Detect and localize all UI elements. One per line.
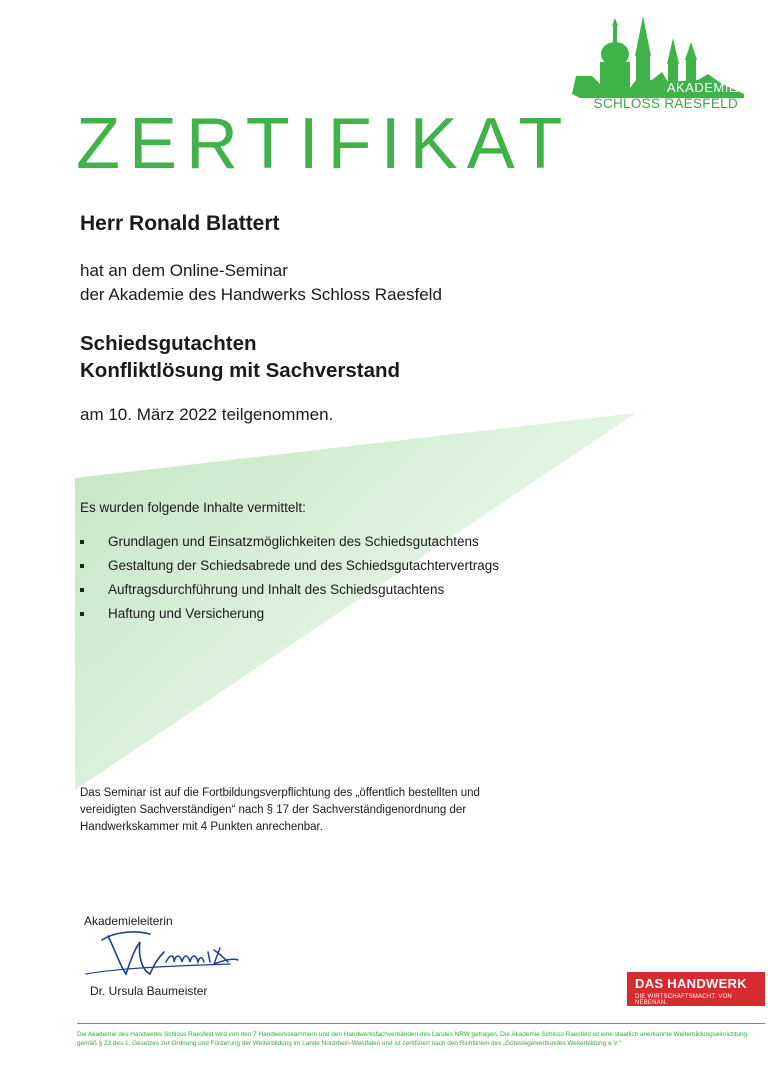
logo-text-akademie: AKADEMIE [666, 80, 738, 95]
intro-line-2: der Akademie des Handwerks Schloss Raesfeld [80, 285, 442, 304]
badge-main-text: DAS HANDWERK [635, 976, 747, 991]
certificate-title: ZERTIFIKAT [76, 104, 572, 184]
topic-item: Haftung und Versicherung [80, 605, 499, 629]
topic-item: Auftragsdurchführung und Inhalt des Schiedsgutachtens [80, 581, 499, 605]
topic-item: Gestaltung der Schiedsabrede und des Schiedsgutachtervertrags [80, 557, 499, 581]
topic-list [80, 533, 499, 629]
akademie-logo [572, 14, 744, 114]
content-heading: Es wurden folgende Inhalte vermittelt: [80, 500, 306, 515]
course-title-line-1: Schiedsgutachten [80, 332, 257, 355]
intro-text [80, 259, 442, 307]
signatory-role: Akademieleiterin [84, 914, 173, 928]
handwritten-signature [80, 922, 260, 982]
course-title [80, 330, 400, 384]
footer-text: Die Akademie des Handwerks Schloss Raesfeld wird von den 7 Handwerkskammern und den Handwerksfachverbänden des Landes NRW getragen. Die Akademie Schloss Raesfeld ist eine staatlich anerkannte Weiterbildungseinrichtung gemäß § 23 des 1. Gesetzes zur Ordnung und Förderung der Weiterbildung im Lande Nordrhein-Westfalen und ist zertifiziert nach den Richtlinien des „Gütesiegelverbundes Weiterbildung e.V.“ [77, 1031, 748, 1047]
logo-text-schloss-raesfeld: SCHLOSS RAESFELD [593, 96, 738, 111]
accreditation-note: Das Seminar ist auf die Fortbildungsverpflichtung des „öffentlich bestellten und vereidigten Sachverständigen“ nach § 17 der Sachverständigenordnung der Handwerkskammer mit 4 Punkten anrechenbar. [80, 787, 480, 833]
topic-item: Grundlagen und Einsatzmöglichkeiten des Schiedsgutachtens [80, 533, 499, 557]
badge-sub-text: DIE WIRTSCHAFTSMACHT. VON NEBENAN. [635, 994, 732, 1006]
participation-date: am 10. März 2022 teilgenommen. [80, 405, 334, 424]
recipient-name: Herr Ronald Blattert [80, 212, 280, 235]
footer-divider [77, 1023, 765, 1024]
intro-line-1: hat an dem Online-Seminar [80, 261, 288, 280]
das-handwerk-badge [627, 972, 765, 1006]
signatory-name: Dr. Ursula Baumeister [90, 984, 208, 998]
course-title-line-2: Konfliktlösung mit Sachverstand [80, 359, 401, 382]
